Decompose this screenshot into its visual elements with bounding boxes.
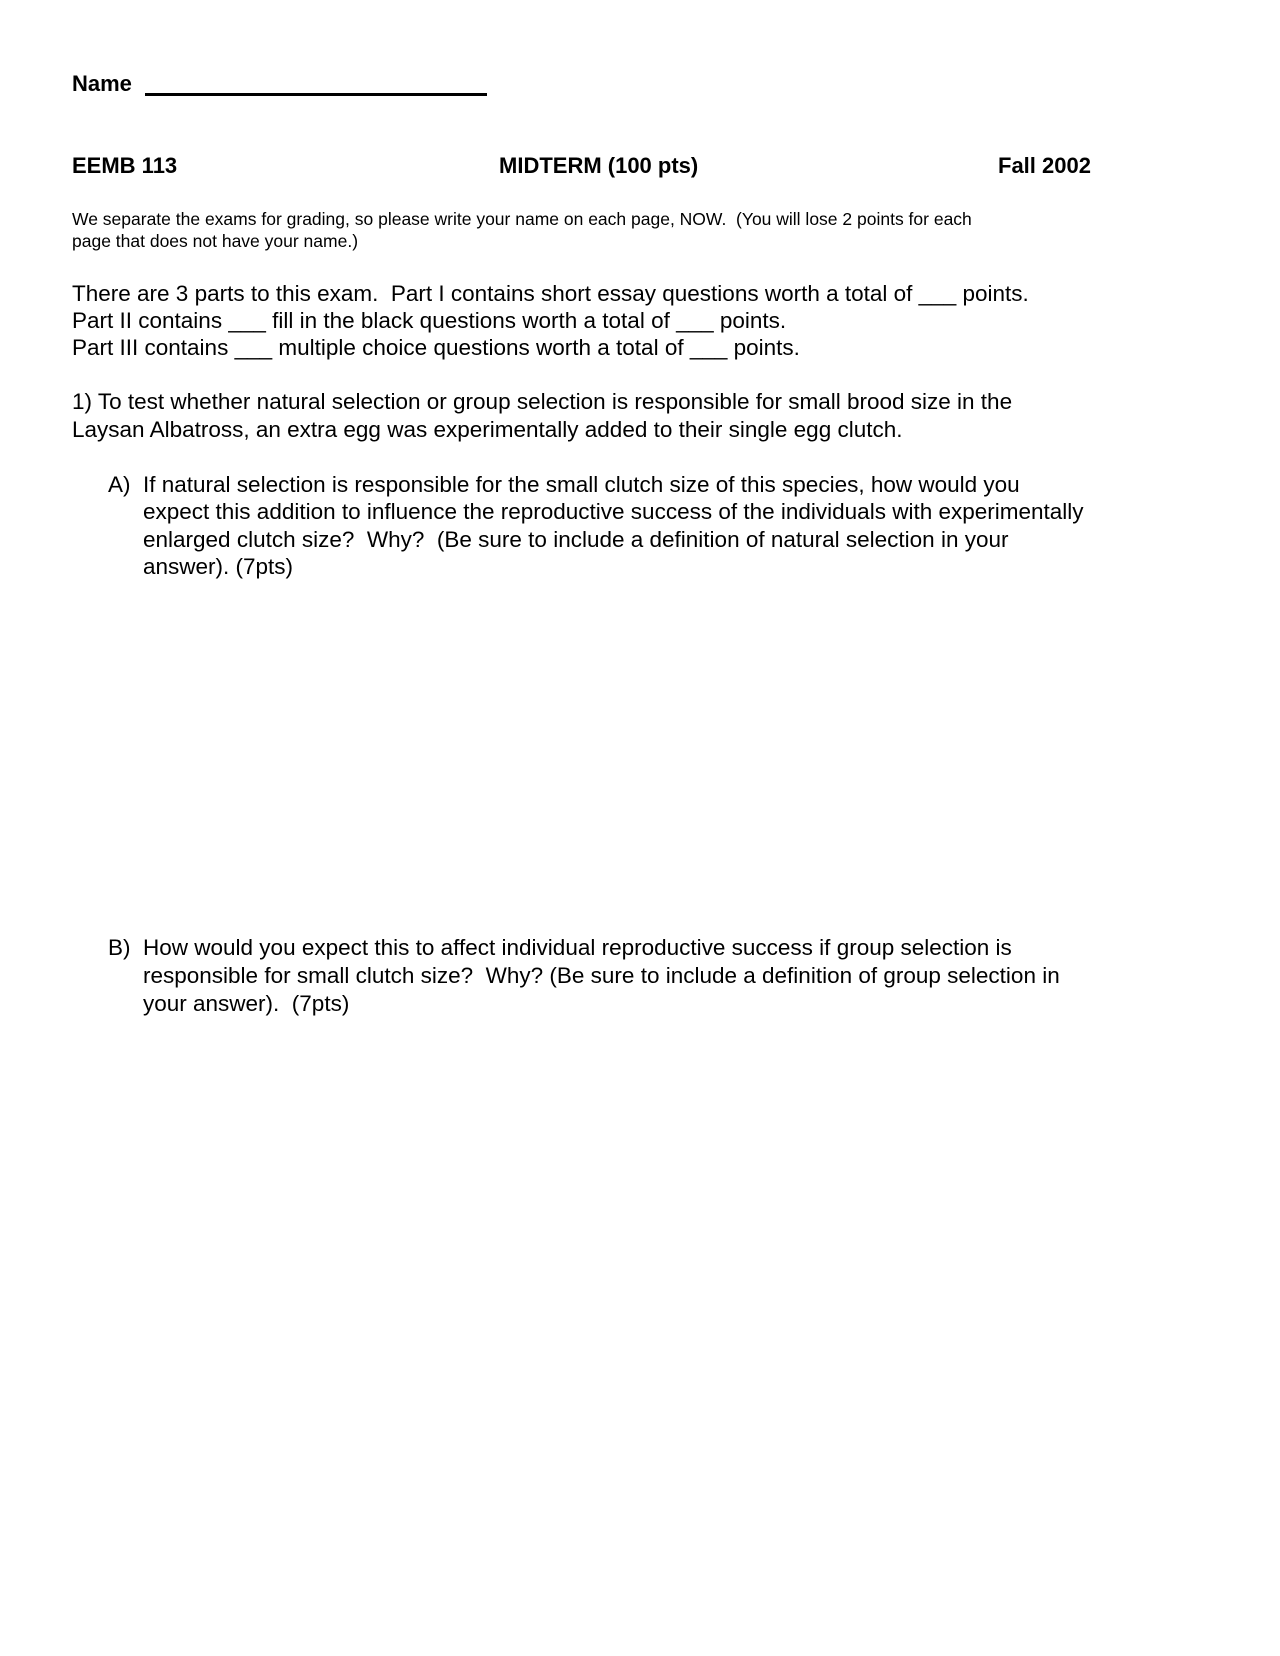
question-1a-text: enlarged clutch size? Why? (Be sure to include a definition of natural selection in your — [143, 527, 1009, 552]
question-1-stem: Laysan Albatross, an extra egg was experimentally added to their single egg clutch. — [72, 417, 903, 442]
parts-line: Part II contains ___ fill in the black questions worth a total of ___ points. — [72, 308, 787, 333]
question-1b-text: your answer). (7pts) — [143, 991, 350, 1016]
question-1-stem: 1) To test whether natural selection or group selection is responsible for small brood size in the — [72, 389, 1013, 414]
question-1b-text: responsible for small clutch size? Why? (Be sure to include a definition of group selection in — [143, 963, 1060, 988]
course-code: EEMB 113 — [72, 153, 178, 178]
notice-line: page that does not have your name.) — [72, 231, 359, 251]
question-1a-text: If natural selection is responsible for the small clutch size of this species, how would you — [143, 472, 1020, 497]
name-field[interactable] — [145, 93, 487, 96]
question-1b-text: How would you expect this to affect individual reproductive success if group selection is — [143, 935, 1012, 960]
question-1a-text: answer). (7pts) — [143, 554, 294, 579]
question-1b-label: B) — [108, 935, 131, 960]
exam-title: MIDTERM (100 pts) — [499, 153, 699, 178]
term: Fall 2002 — [998, 153, 1091, 178]
parts-line: Part III contains ___ multiple choice questions worth a total of ___ points. — [72, 335, 800, 360]
question-1a-text: expect this addition to influence the reproductive success of the individuals with experimentally — [143, 499, 1084, 524]
notice-line: We separate the exams for grading, so please write your name on each page, NOW. (You will lose 2 points for each — [72, 209, 972, 229]
question-1a-label: A) — [108, 472, 131, 497]
parts-line: There are 3 parts to this exam. Part I contains short essay questions worth a total of ___ points. — [72, 281, 1029, 306]
name-label: Name — [72, 71, 132, 96]
